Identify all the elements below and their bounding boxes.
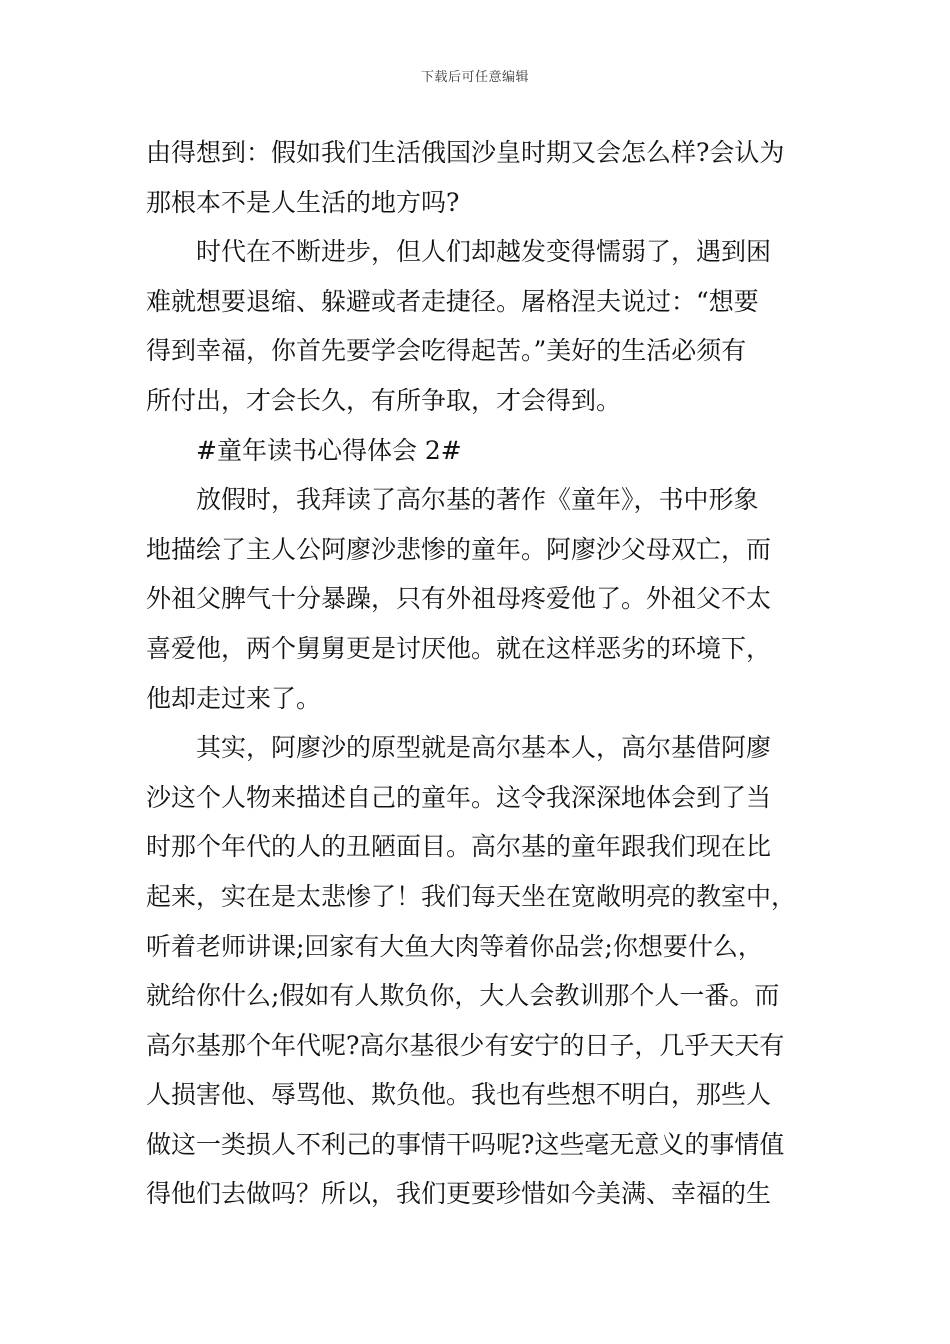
document-body (146, 128, 816, 1219)
text-line: 得到幸福，你首先要学会吃得起苦。”美好的生活必须有 (146, 336, 747, 366)
page-header: 下载后可任意编辑 (420, 70, 529, 85)
text-line: 人损害他、辱骂他、欺负他。我也有些想不明白，那些人 (146, 1080, 772, 1110)
text-line: 其实，阿廖沙的原型就是高尔基本人，高尔基借阿廖 (196, 733, 772, 763)
text-line: 做这一类损人不利己的事情干吗呢?这些毫无意义的事情值 (146, 1129, 785, 1159)
text-line: 由得想到：假如我们生活俄国沙皇时期又会怎么样?会认为 (146, 138, 785, 167)
text-line: 外祖父脾气十分暴躁，只有外祖母疼爱他了。外祖父不太 (146, 584, 772, 614)
text-line: 时代在不断进步，但人们却越发变得懦弱了，遇到困 (196, 237, 772, 267)
text-line: 难就想要退缩、躲避或者走捷径。屠格涅夫说过：“想要 (146, 286, 759, 316)
text-line: 高尔基那个年代呢?高尔基很少有安宁的日子，几乎天天有 (146, 1030, 785, 1060)
text-line: 喜爱他，两个舅舅更是讨厌他。就在这样恶劣的环境下， (146, 633, 772, 663)
text-line: 所付出，才会长久，有所争取，才会得到。 (146, 385, 622, 415)
section-heading: #童年读书心得体会 2# (196, 435, 462, 465)
text-line: 地描绘了主人公阿廖沙悲惨的童年。阿廖沙父母双亡，而 (146, 534, 772, 564)
text-line: 沙这个人物来描述自己的童年。这令我深深地体会到了当 (146, 782, 772, 812)
text-line: 他却走过来了。 (146, 683, 322, 713)
text-line: 就给你什么;假如有人欺负你，大人会教训那个人一番。而 (146, 981, 780, 1011)
text-line: 时那个年代的人的丑陋面目。高尔基的童年跟我们现在比 (146, 832, 772, 862)
text-line: 听着老师讲课;回家有大鱼大肉等着你品尝;你想要什么， (146, 931, 763, 961)
text-line: 起来，实在是太悲惨了！我们每天坐在宽敞明亮的教室中， (146, 881, 797, 911)
text-line: 得他们去做吗？所以，我们更要珍惜如今美满、幸福的生 (146, 1179, 772, 1209)
text-line: 放假时，我拜读了高尔基的著作《童年》，书中形象 (196, 485, 759, 515)
text-line: 那根本不是人生活的地方吗? (146, 187, 460, 217)
